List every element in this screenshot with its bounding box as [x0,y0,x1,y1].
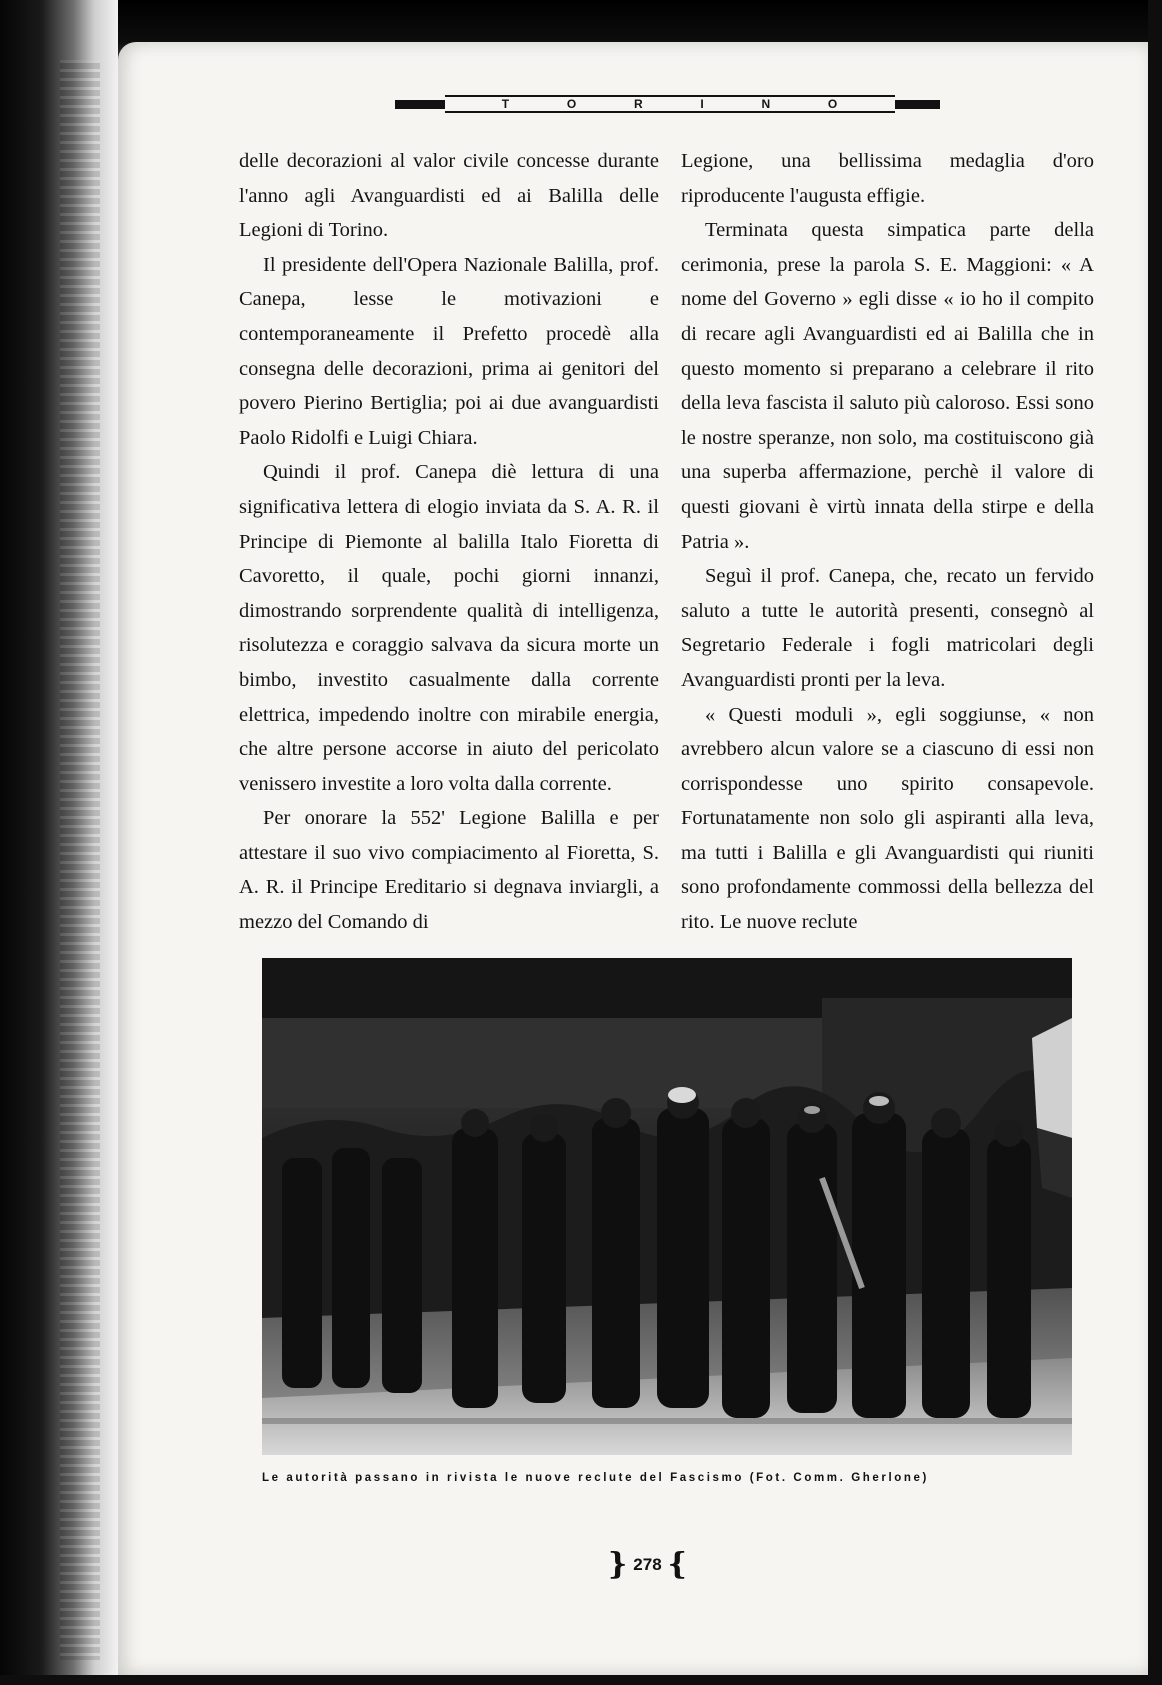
running-head-right-ornament [895,100,940,109]
page-number-folio [608,1547,687,1582]
paragraph: Seguì il prof. Canepa, che, recato un fervido saluto a tutte le autorità presenti, consegnò al Segretario Federale i fogli matricolari degli Avanguardisti pronti per la leva. [681,565,1094,691]
photograph-image [262,958,1072,1455]
paragraph: Terminata questa simpatica parte della cerimonia, prese la parola S. E. Maggioni: « A nome del Governo » egli disse « io ho il compito di recare agli Avanguardisti ed ai Balilla che in questo momento si preparano a celebrare il rito della leva fascista il saluto più caloroso. Essi sono le nostre speranze, non solo, ma costituiscono già una superba affermazione, perchè il valore di questi giovani è virtù innata della stirpe e della Patria ». [681,219,1094,553]
scan-bottom-border [0,1675,1162,1685]
folio-right-brace-icon: { [667,1547,687,1582]
scan-left-texture [60,60,100,1660]
page-number: 278 [633,1555,662,1574]
paragraph: « Questi moduli », egli soggiunse, « non avrebbero alcun valore se a ciascuno di essi non corrispondesse uno spirito consapevole. Fortunatamente non solo gli aspiranti alla leva, ma tutti i Balilla e gli Avanguardisti qui riuniti sono profondamente commossi della bellezza del rito. Le nuove reclute [681,703,1094,934]
running-head-title [445,95,895,113]
photo-caption: Le autorità passano in rivista le nuove reclute del Fascismo (Fot. Comm. Gherlone) [262,1472,929,1484]
photograph [262,958,1072,1455]
running-head-letter: O [566,97,578,111]
right-column [681,144,1094,940]
scan-right-border [1148,0,1162,1685]
paragraph: delle decorazioni al valor civile concesse durante l'anno agli Avanguardisti ed ai Balilla delle Legioni di Torino. [239,150,659,242]
running-head-letter: I [700,97,705,111]
running-head-left-ornament [395,100,445,109]
paragraph: Quindi il prof. Canepa diè lettura di una significativa lettera di elogio inviata da S. A. R. il Principe di Piemonte al balilla Italo Fioretta di Cavoretto, il quale, pochi giorni innanzi, dimostrando sorprendente qualità di intelligenza, risolutezza e coraggio salvava da sicura morte un bimbo, investito casualmente dalla corrente elettrica, impedendo inoltre con mirabile energia, che altre persone accorse in aiuto del pericolato venissero investite a loro volta dalla corrente. [239,461,659,795]
scan-left-border [0,0,118,1685]
paragraph: Il presidente dell'Opera Nazionale Balilla, prof. Canepa, lesse le motivazioni e contemporaneamente il Prefetto procedè alla consegna delle decorazioni, prima ai genitori del povero Pierino Bertiglia; poi ai due avanguardisti Paolo Ridolfi e Luigi Chiara. [239,253,659,449]
running-head-letter: R [633,97,644,111]
folio-left-brace-icon: } [608,1547,628,1582]
running-head-letter: T [501,97,511,111]
running-head-letter: O [827,97,839,111]
left-column [239,144,659,940]
paragraph: Per onorare la 552' Legione Balilla e per attestare il suo vivo compiacimento al Fioretta, S. A. R. il Principe Ereditario si degnava inviargli, a mezzo del Comando di [239,807,659,934]
running-head-letter: N [761,97,772,111]
paragraph: Legione, una bellissima medaglia d'oro riproducente l'augusta effigie. [681,150,1094,207]
running-head [395,96,940,112]
